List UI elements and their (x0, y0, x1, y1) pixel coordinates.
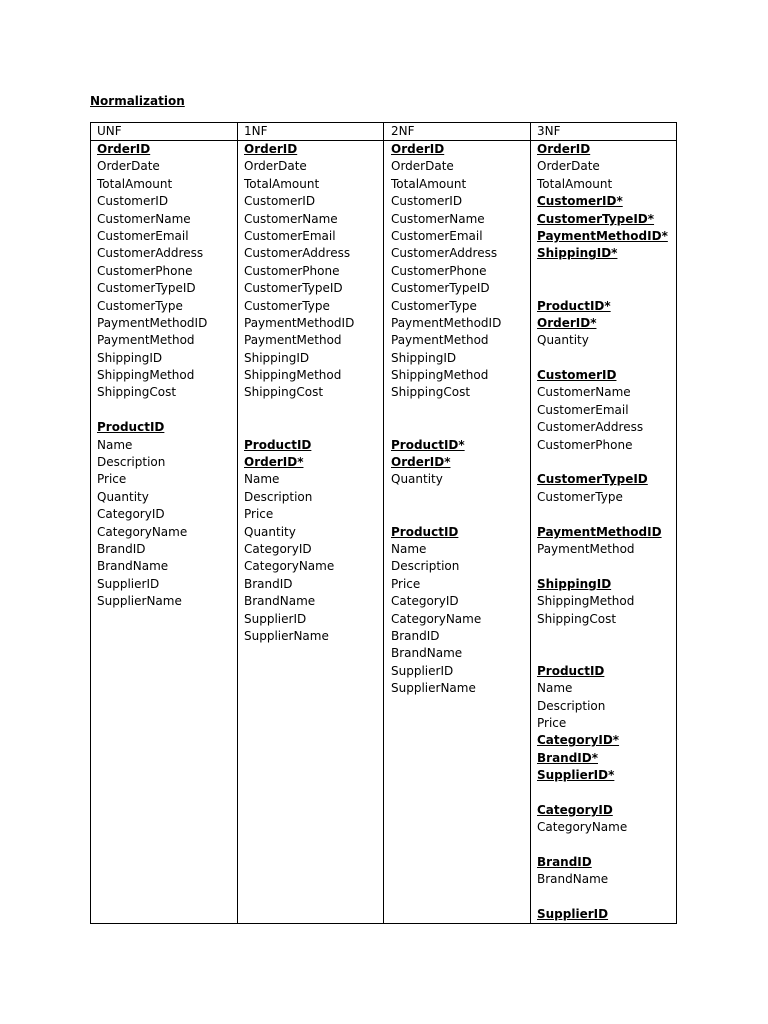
attribute: ShippingID (391, 350, 457, 365)
key-attribute: ProductID (97, 420, 165, 435)
attribute: Name (537, 681, 573, 696)
attribute: Price (97, 472, 127, 487)
attribute: CustomerPhone (537, 437, 633, 452)
key-attribute: ProductID* (537, 298, 611, 313)
attribute: OrderDate (244, 159, 307, 174)
attribute: SupplierName (391, 681, 476, 696)
attribute (537, 645, 668, 662)
attribute (537, 506, 668, 523)
attribute: Description (391, 559, 460, 574)
attribute: ShippingCost (244, 385, 324, 400)
attribute: SupplierID (97, 576, 160, 591)
attribute: TotalAmount (537, 176, 613, 191)
attribute (537, 784, 668, 801)
attribute (537, 628, 668, 645)
attribute: PaymentMethodID (97, 315, 208, 330)
attribute: PaymentMethod (97, 333, 195, 348)
attribute: Description (244, 489, 313, 504)
attribute: CustomerEmail (97, 228, 189, 243)
column-1nf (244, 141, 354, 645)
attribute (537, 558, 668, 575)
key-attribute: CategoryID (537, 802, 613, 817)
attribute: CustomerPhone (97, 263, 193, 278)
attribute (537, 350, 668, 367)
attribute: PaymentMethod (391, 333, 489, 348)
attribute: Price (537, 715, 567, 730)
attribute: ShippingCost (391, 385, 471, 400)
attribute: CustomerPhone (391, 263, 487, 278)
attribute: CategoryID (244, 541, 312, 556)
attribute: ShippingMethod (391, 368, 489, 383)
attribute: BrandName (97, 559, 169, 574)
key-attribute: BrandID (537, 855, 592, 870)
attribute: CategoryName (244, 559, 335, 574)
attribute: PaymentMethodID (244, 315, 355, 330)
key-attribute: CategoryID* (537, 733, 620, 748)
attribute: SupplierName (244, 628, 329, 643)
attribute: CustomerID (244, 194, 316, 209)
attribute: Quantity (391, 472, 443, 487)
attribute: Quantity (97, 489, 149, 504)
key-attribute: ShippingID (537, 576, 612, 591)
attribute: ShippingMethod (97, 368, 195, 383)
key-attribute: CustomerID (537, 368, 617, 383)
attribute: SupplierName (97, 594, 182, 609)
attribute: TotalAmount (97, 176, 173, 191)
attribute: PaymentMethod (537, 541, 635, 556)
key-attribute: OrderID* (244, 455, 304, 470)
attribute: PaymentMethodID (391, 315, 502, 330)
attribute: OrderDate (97, 159, 160, 174)
attribute: CategoryName (537, 820, 628, 835)
key-attribute: CustomerTypeID* (537, 211, 655, 226)
attribute (537, 454, 668, 471)
attribute: CustomerName (244, 211, 338, 226)
key-attribute: PaymentMethodID* (537, 228, 668, 243)
attribute (391, 419, 501, 436)
column-divider (530, 122, 531, 924)
attribute: CustomerAddress (537, 420, 644, 435)
attribute: CustomerTypeID (391, 281, 490, 296)
key-attribute: CustomerID* (537, 194, 623, 209)
attribute: CustomerPhone (244, 263, 340, 278)
attribute: SupplierID (244, 611, 307, 626)
attribute (244, 419, 354, 436)
column-header-unf: UNF (97, 124, 122, 138)
attribute: CategoryName (391, 611, 482, 626)
attribute: Quantity (537, 333, 589, 348)
attribute: Price (244, 507, 274, 522)
attribute (244, 402, 354, 419)
key-attribute: OrderID* (537, 315, 597, 330)
column-unf (97, 141, 207, 611)
attribute: CustomerType (537, 489, 623, 504)
attribute: CustomerType (244, 298, 330, 313)
attribute: Price (391, 576, 421, 591)
column-divider (383, 122, 384, 924)
attribute (97, 402, 207, 419)
key-attribute: BrandID* (537, 750, 598, 765)
attribute (537, 280, 668, 297)
attribute: CategoryID (97, 507, 165, 522)
attribute: ShippingMethod (244, 368, 342, 383)
attribute: CustomerTypeID (244, 281, 343, 296)
attribute: BrandName (537, 872, 609, 887)
attribute: CustomerEmail (391, 228, 483, 243)
column-header-1nf: 1NF (244, 124, 268, 138)
attribute (391, 489, 501, 506)
key-attribute: OrderID (391, 142, 445, 156)
attribute: Name (391, 541, 427, 556)
attribute: BrandName (244, 594, 316, 609)
key-attribute: OrderID (244, 142, 298, 156)
attribute: CustomerName (391, 211, 485, 226)
key-attribute: OrderID* (391, 455, 451, 470)
attribute (537, 889, 668, 906)
attribute: CustomerEmail (244, 228, 336, 243)
attribute (537, 837, 668, 854)
attribute: CategoryName (97, 524, 188, 539)
column-header-2nf: 2NF (391, 124, 415, 138)
attribute: Quantity (244, 524, 296, 539)
attribute: CustomerTypeID (97, 281, 196, 296)
column-divider (237, 122, 238, 924)
attribute: BrandName (391, 646, 463, 661)
attribute: CategoryID (391, 594, 459, 609)
attribute: ShippingID (244, 350, 310, 365)
attribute: CustomerAddress (391, 246, 498, 261)
attribute: CustomerID (97, 194, 169, 209)
key-attribute: ShippingID* (537, 246, 618, 261)
attribute: BrandID (391, 628, 440, 643)
key-attribute: PaymentMethodID (537, 524, 662, 539)
key-attribute: OrderID (97, 142, 151, 156)
attribute: CustomerID (391, 194, 463, 209)
attribute: ShippingCost (537, 611, 617, 626)
key-attribute: ProductID (244, 437, 312, 452)
attribute: PaymentMethod (244, 333, 342, 348)
attribute: CustomerName (97, 211, 191, 226)
attribute: Name (97, 437, 133, 452)
attribute: BrandID (97, 541, 146, 556)
attribute: TotalAmount (244, 176, 320, 191)
attribute: Description (537, 698, 606, 713)
attribute: Description (97, 455, 166, 470)
attribute: BrandID (244, 576, 293, 591)
key-attribute: CustomerTypeID (537, 472, 648, 487)
attribute: CustomerName (537, 385, 631, 400)
attribute: SupplierID (391, 663, 454, 678)
attribute: ShippingID (97, 350, 163, 365)
attribute: CustomerAddress (244, 246, 351, 261)
attribute (391, 402, 501, 419)
column-3nf (537, 141, 668, 924)
attribute: TotalAmount (391, 176, 467, 191)
page-title: Normalization (90, 94, 185, 108)
key-attribute: SupplierID (537, 907, 609, 922)
attribute: Name (244, 472, 280, 487)
attribute: ShippingCost (97, 385, 177, 400)
key-attribute: ProductID (391, 524, 459, 539)
attribute: ShippingMethod (537, 594, 635, 609)
attribute (391, 506, 501, 523)
attribute (537, 263, 668, 280)
attribute: CustomerType (97, 298, 183, 313)
key-attribute: SupplierID* (537, 768, 615, 783)
key-attribute: ProductID (537, 663, 605, 678)
key-attribute: OrderID (537, 142, 591, 156)
attribute: CustomerEmail (537, 402, 629, 417)
attribute: OrderDate (537, 159, 600, 174)
attribute: CustomerAddress (97, 246, 204, 261)
column-header-3nf: 3NF (537, 124, 561, 138)
attribute: OrderDate (391, 159, 454, 174)
attribute: CustomerType (391, 298, 477, 313)
column-2nf (391, 141, 501, 698)
key-attribute: ProductID* (391, 437, 465, 452)
